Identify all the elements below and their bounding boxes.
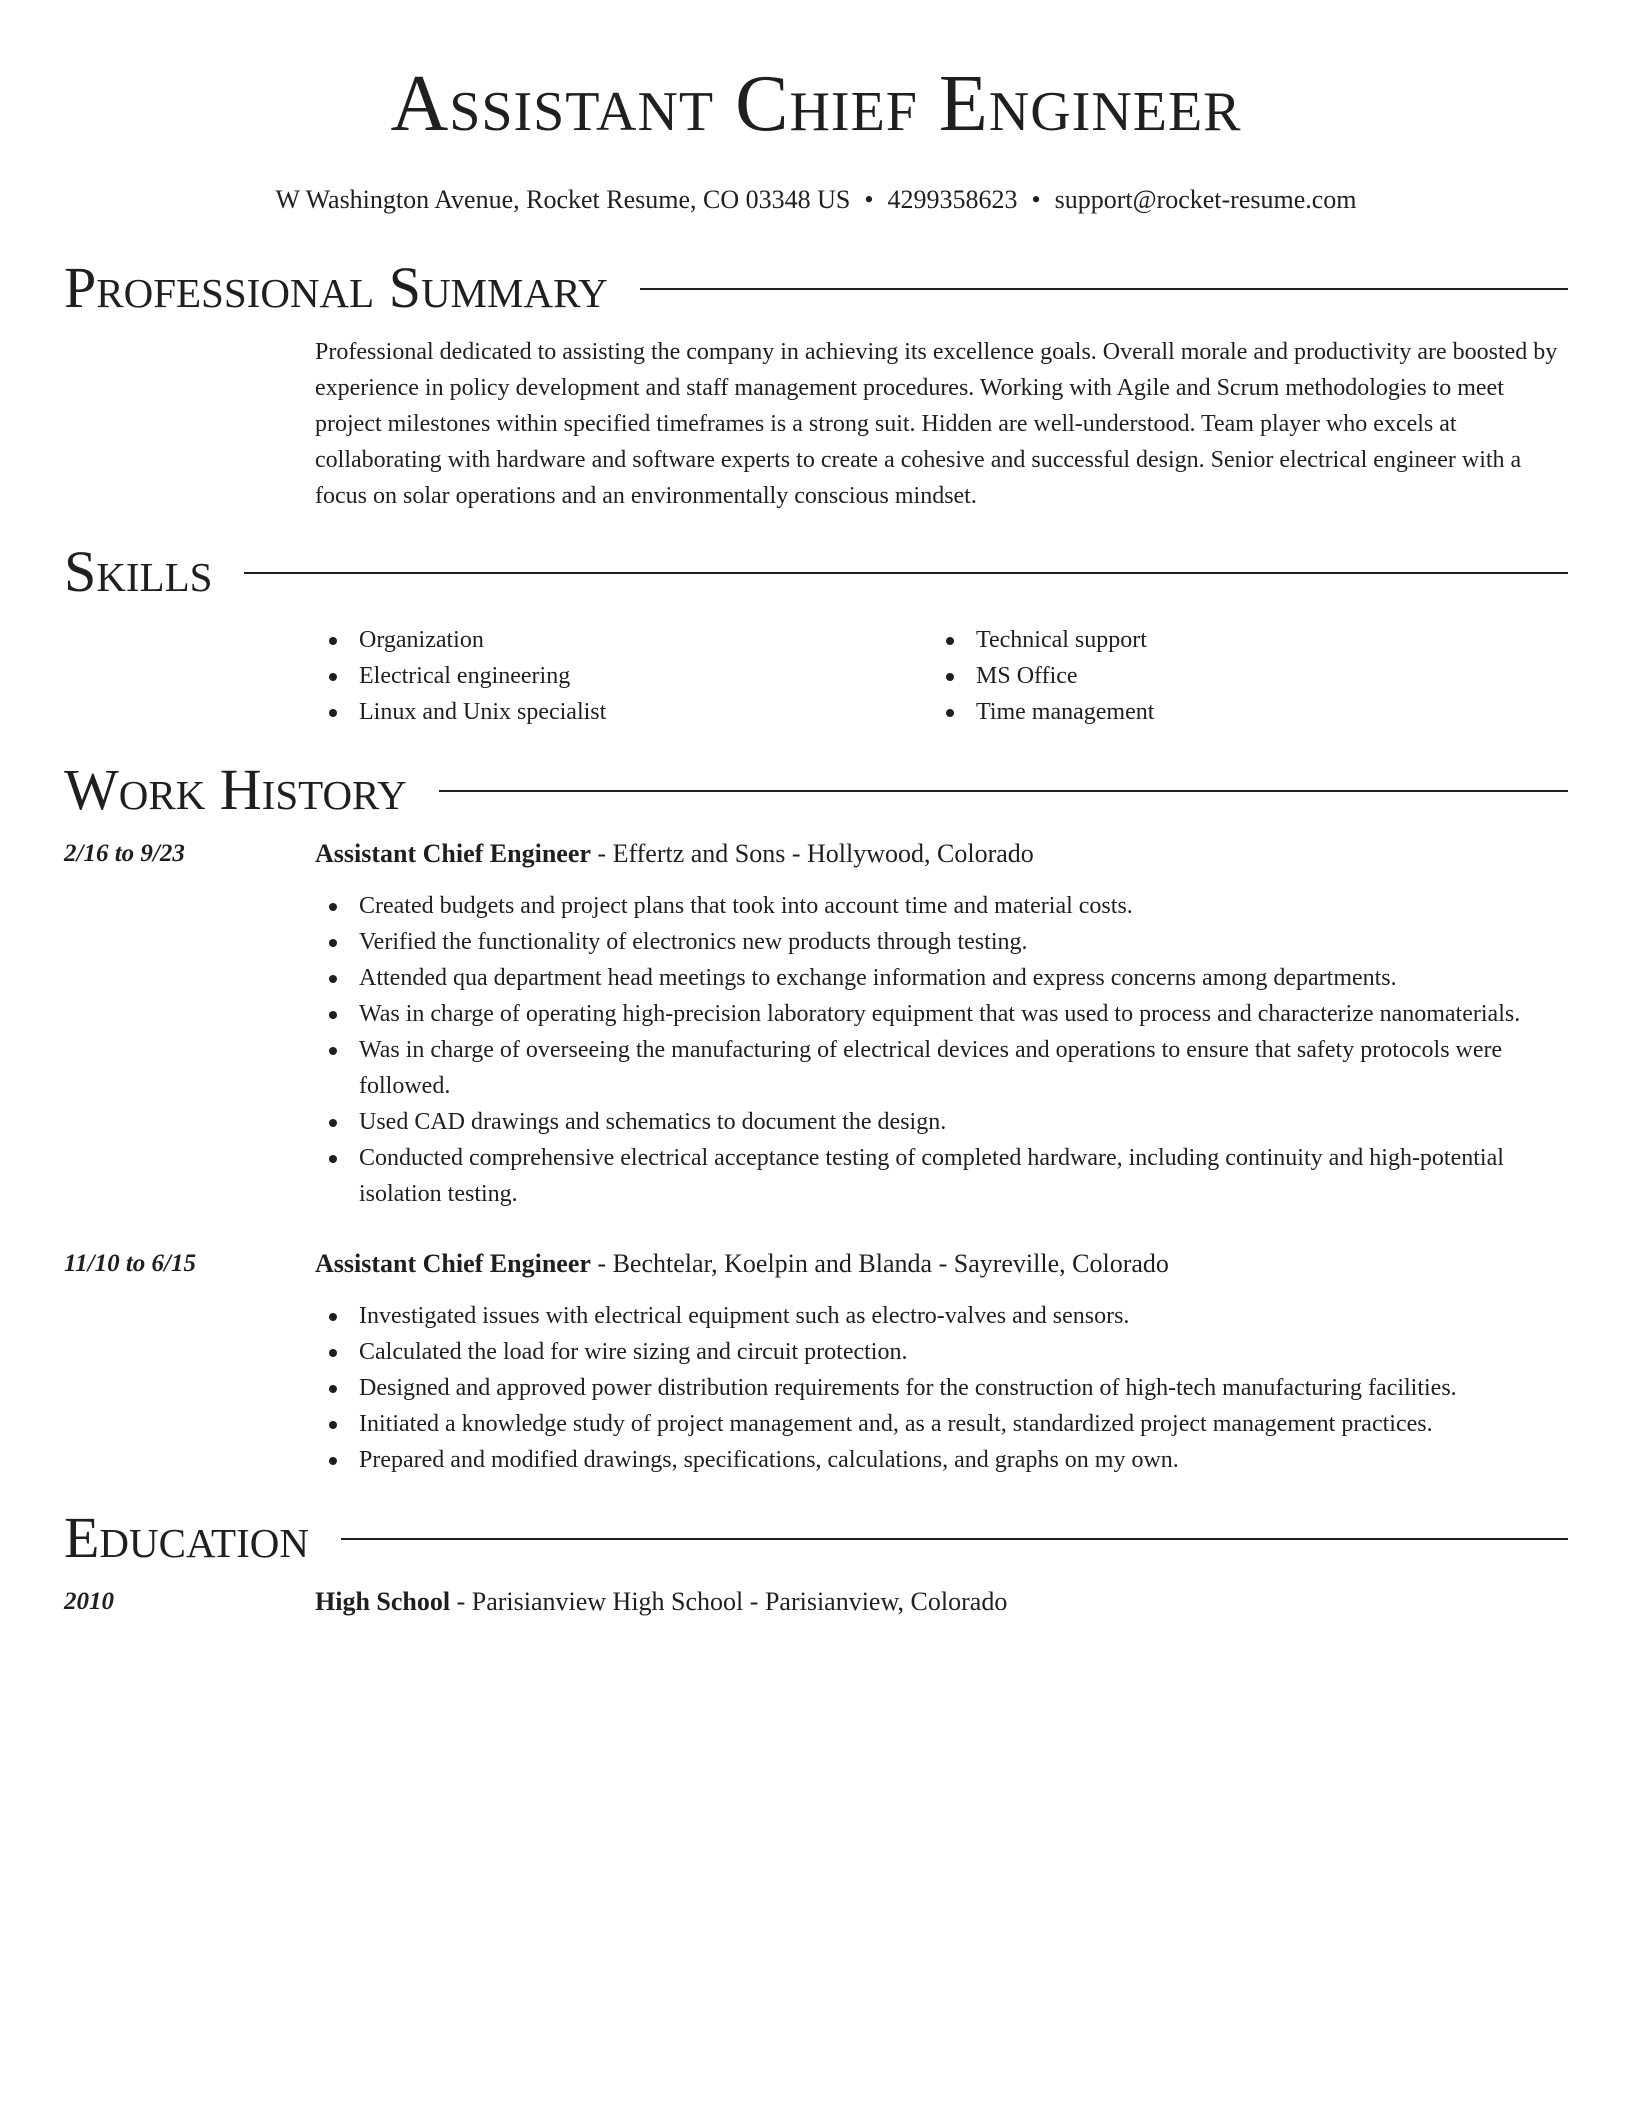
job-date: 2/16 to 9/23 [64, 840, 185, 867]
job-bullet: Verified the functionality of electronics new products through testing. [315, 924, 1568, 960]
skills-list [315, 622, 1568, 730]
contact-separator: • [864, 185, 874, 214]
summary-section-body [315, 334, 1568, 514]
section-divider [341, 1538, 1568, 1540]
skill-item: Linux and Unix specialist [315, 694, 932, 730]
skill-item: Technical support [932, 622, 1549, 658]
job-bullets [315, 888, 1568, 1212]
work-section-title: Work History [64, 757, 407, 822]
job-bullet: Attended qua department head meetings to exchange information and express concerns among departments. [315, 960, 1568, 996]
education-details [315, 1584, 1568, 1620]
job-details [315, 836, 1568, 1212]
section-divider [640, 288, 1568, 290]
job-entry [64, 836, 1568, 1212]
education-school-location: - Parisianview High School - Parisianview, Colorado [450, 1587, 1008, 1616]
job-bullet: Investigated issues with electrical equipment such as electro-valves and sensors. [315, 1298, 1568, 1334]
resume-name: Assistant Chief Engineer [390, 60, 1242, 148]
education-degree: High School [315, 1587, 451, 1616]
job-bullet: Prepared and modified drawings, specifications, calculations, and graphs on my own. [315, 1442, 1568, 1478]
job-title-line [315, 836, 1568, 872]
summary-section-title: Professional Summary [64, 255, 608, 320]
skill-item: Electrical engineering [315, 658, 932, 694]
education-section-header [64, 1506, 1568, 1570]
education-section-title: Education [64, 1505, 309, 1570]
contact-separator: • [1031, 185, 1041, 214]
job-bullet: Calculated the load for wire sizing and circuit protection. [315, 1334, 1568, 1370]
education-entry [64, 1584, 1568, 1620]
job-bullet: Was in charge of operating high-precision laboratory equipment that was used to process and characterize nanomaterials. [315, 996, 1568, 1032]
job-role: Assistant Chief Engineer [315, 1249, 591, 1278]
skill-item: Organization [315, 622, 932, 658]
skills-column-left [315, 622, 932, 730]
work-section-header [64, 758, 1568, 822]
summary-text: Professional dedicated to assisting the company in achieving its excellence goals. Overall morale and productivity are boosted by experience in policy development and staff management procedures. Working with Agile and Scrum methodologies to meet project milestones within specified timeframes is a strong suit. Hidden are well-understood. Team player who excels at collaborating with hardware and software experts to create a cohesive and successful design. Senior electrical engineer with a focus on solar operations and an environmentally conscious mindset. [315, 339, 1558, 509]
job-bullet: Designed and approved power distribution requirements for the construction of high-tech manufacturing facilities. [315, 1370, 1568, 1406]
skills-column-right [932, 622, 1549, 730]
contact-line [64, 184, 1568, 216]
job-date: 11/10 to 6/15 [64, 1250, 196, 1277]
section-divider [439, 790, 1568, 792]
education-title-line [315, 1584, 1568, 1620]
job-company-location: - Bechtelar, Koelpin and Blanda - Sayreville, Colorado [590, 1249, 1169, 1278]
job-bullet: Conducted comprehensive electrical acceptance testing of completed hardware, including continuity and high-potential isolation testing. [315, 1140, 1568, 1212]
skills-section-header [64, 540, 1568, 604]
job-role: Assistant Chief Engineer [315, 839, 591, 868]
skills-section-title: Skills [64, 539, 213, 604]
skill-item: MS Office [932, 658, 1549, 694]
section-divider [244, 572, 1568, 574]
job-title-line [315, 1246, 1568, 1282]
job-bullet: Used CAD drawings and schematics to document the design. [315, 1104, 1568, 1140]
skill-item: Time management [932, 694, 1549, 730]
job-bullet: Initiated a knowledge study of project management and, as a result, standardized project management practices. [315, 1406, 1568, 1442]
contact-address: W Washington Avenue, Rocket Resume, CO 03348 US [275, 185, 851, 214]
contact-phone: 4299358623 [887, 185, 1018, 214]
job-bullet: Was in charge of overseeing the manufacturing of electrical devices and operations to ensure that safety protocols were followed. [315, 1032, 1568, 1104]
job-company-location: - Effertz and Sons - Hollywood, Colorado [590, 839, 1034, 868]
summary-section-header [64, 256, 1568, 320]
job-details [315, 1246, 1568, 1478]
education-date: 2010 [64, 1588, 114, 1615]
job-bullet: Created budgets and project plans that took into account time and material costs. [315, 888, 1568, 924]
job-entry [64, 1246, 1568, 1478]
job-bullets [315, 1298, 1568, 1478]
contact-email: support@rocket-resume.com [1054, 185, 1357, 214]
